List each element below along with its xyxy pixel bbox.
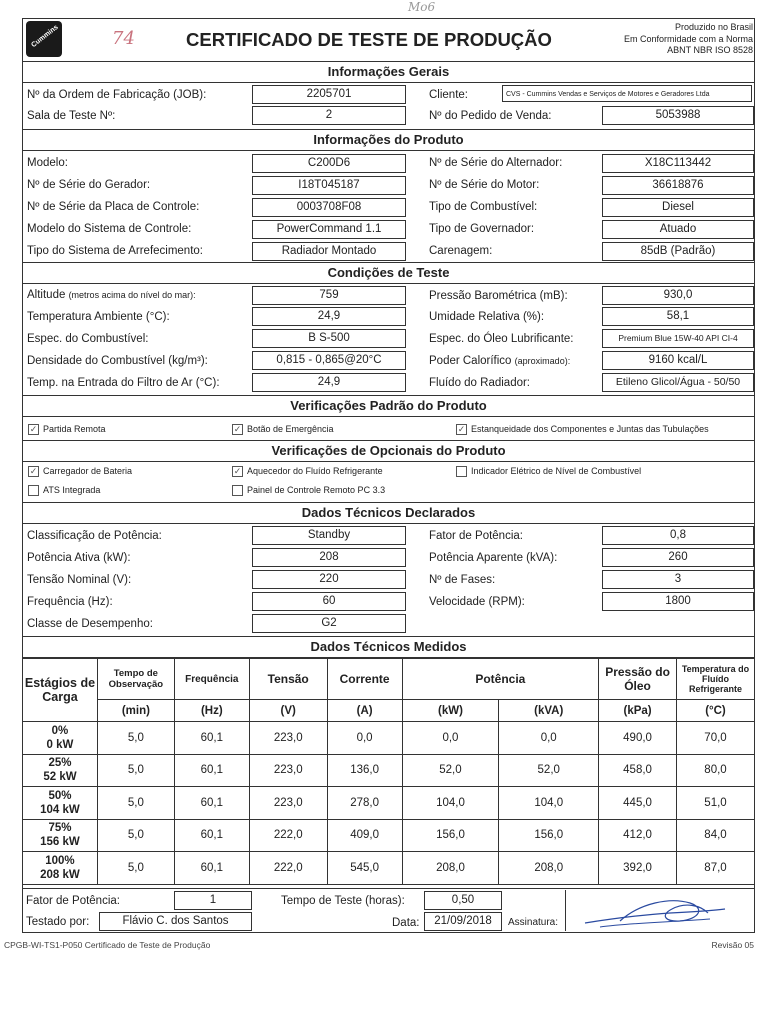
produced-text: Produzido no Brasil bbox=[674, 22, 753, 32]
rating-field: Standby bbox=[252, 526, 406, 545]
load-stage-cell bbox=[23, 819, 98, 852]
cell-kw: 208,0 bbox=[402, 852, 499, 885]
stage-percent: 50% bbox=[48, 789, 72, 802]
cell-time: 5,0 bbox=[97, 754, 174, 787]
check-tightness: ✓ Estanqueidade dos Componentes e Juntas das Tubulações bbox=[457, 423, 709, 434]
cell-volt: 223,0 bbox=[249, 754, 327, 787]
table-row bbox=[23, 754, 755, 787]
document-code: CPGB-WI-TS1-P050 Certificado de Teste de Produção bbox=[4, 940, 211, 950]
fuel-spec-label: Espec. do Combustível: bbox=[27, 333, 149, 345]
page-title: CERTIFICADO DE TESTE DE PRODUÇÃO bbox=[186, 29, 552, 50]
stage-kw: 104 kW bbox=[40, 803, 80, 816]
client-field: CVS - Cummins Vendas e Serviços de Motores e Geradores Ltda bbox=[502, 85, 752, 102]
section-conditions: Condições de Teste bbox=[22, 262, 755, 284]
cell-temp: 80,0 bbox=[677, 754, 755, 787]
declared-pf-label: Fator de Potência: bbox=[429, 530, 523, 542]
order-field: 5053988 bbox=[602, 106, 754, 125]
humidity-field: 58,1 bbox=[602, 307, 754, 326]
unit-hz: (Hz) bbox=[174, 700, 249, 722]
active-power-label: Potência Ativa (kW): bbox=[27, 552, 131, 564]
checkbox-icon: ✓ bbox=[457, 423, 466, 434]
unit-kw: (kW) bbox=[402, 700, 499, 722]
check-remote-start: ✓ Partida Remota bbox=[29, 423, 106, 434]
cell-time: 5,0 bbox=[97, 819, 174, 852]
section-standard-checks: Verificações Padrão do Produto bbox=[22, 395, 755, 417]
product-label: Nº de Série do Gerador: bbox=[27, 179, 151, 191]
cell-kw: 52,0 bbox=[402, 754, 499, 787]
cell-curr: 278,0 bbox=[327, 787, 402, 820]
load-stage-cell bbox=[23, 787, 98, 820]
stage-percent: 0% bbox=[51, 724, 69, 737]
cell-kva: 156,0 bbox=[499, 819, 599, 852]
handwritten-top: Mo6 bbox=[408, 0, 436, 14]
rating-label: Classificação de Potência: bbox=[27, 530, 162, 542]
logo-text: Cummins bbox=[30, 23, 60, 50]
test-time-field: 0,50 bbox=[424, 891, 502, 910]
checkbox-icon: ✓ bbox=[233, 465, 242, 476]
product-field: Diesel bbox=[602, 198, 754, 217]
checkbox-icon: ✓ bbox=[29, 423, 38, 434]
header-current: Corrente bbox=[327, 659, 402, 700]
cell-curr: 409,0 bbox=[327, 819, 402, 852]
unit-a: (A) bbox=[327, 700, 402, 722]
section-measured: Dados Técnicos Medidos bbox=[22, 636, 755, 658]
table-row bbox=[23, 722, 755, 755]
checkbox-icon: ✓ bbox=[233, 423, 242, 434]
cell-curr: 0,0 bbox=[327, 722, 402, 755]
filter-temp-label: Temp. na Entrada do Filtro de Ar (°C): bbox=[27, 377, 220, 389]
apparent-power-label: Potência Aparente (kVA): bbox=[429, 552, 558, 564]
check-fuel-level: Indicador Elétrico de Nível de Combustível bbox=[456, 465, 641, 477]
cell-kva: 52,0 bbox=[499, 754, 599, 787]
product-field: X18C113442 bbox=[602, 154, 754, 173]
product-field: C200D6 bbox=[252, 154, 406, 173]
section-optional-checks: Verificações de Opcionais do Produto bbox=[22, 440, 755, 462]
declared-pf-field: 0,8 bbox=[602, 526, 754, 545]
load-stage-cell bbox=[23, 754, 98, 787]
cell-oil: 490,0 bbox=[599, 722, 677, 755]
nominal-voltage-field: 220 bbox=[252, 570, 406, 589]
check-remote-panel: Painel de Controle Remoto PC 3.3 bbox=[232, 484, 385, 496]
filter-temp-field: 24,9 bbox=[252, 373, 406, 392]
measured-table bbox=[22, 658, 755, 885]
table-row bbox=[23, 819, 755, 852]
unit-kva: (kVA) bbox=[499, 700, 599, 722]
cell-freq: 60,1 bbox=[174, 722, 249, 755]
cell-kw: 104,0 bbox=[402, 787, 499, 820]
table-row bbox=[23, 852, 755, 885]
test-time-label: Tempo de Teste (horas): bbox=[281, 895, 405, 907]
header-frequency: Frequência bbox=[174, 659, 249, 700]
section-declared: Dados Técnicos Declarados bbox=[22, 502, 755, 524]
frequency-field: 60 bbox=[252, 592, 406, 611]
product-label: Carenagem: bbox=[429, 245, 493, 257]
checkbox-icon: ✓ bbox=[29, 465, 38, 476]
frequency-label: Frequência (Hz): bbox=[27, 596, 113, 608]
stage-percent: 75% bbox=[48, 822, 72, 835]
cell-freq: 60,1 bbox=[174, 754, 249, 787]
tested-by-field: Flávio C. dos Santos bbox=[99, 912, 252, 931]
phases-label: Nº de Fases: bbox=[429, 574, 496, 586]
norm-text: ABNT NBR ISO 8528 bbox=[667, 45, 753, 55]
nominal-voltage-label: Tensão Nominal (V): bbox=[27, 574, 132, 586]
section-product: Informações do Produto bbox=[22, 129, 755, 151]
product-label: Nº de Série da Placa de Controle: bbox=[27, 201, 200, 213]
cell-curr: 136,0 bbox=[327, 754, 402, 787]
header-oil-pressure: Pressão do Óleo bbox=[599, 659, 677, 700]
checkbox-icon bbox=[28, 485, 39, 496]
product-field: Atuado bbox=[602, 220, 754, 239]
cell-oil: 445,0 bbox=[599, 787, 677, 820]
cell-freq: 60,1 bbox=[174, 852, 249, 885]
cell-temp: 87,0 bbox=[677, 852, 755, 885]
header-power: Potência bbox=[402, 659, 599, 700]
cell-volt: 222,0 bbox=[249, 852, 327, 885]
footer-pf-field: 1 bbox=[174, 891, 252, 910]
product-field: 36618876 bbox=[602, 176, 754, 195]
table-row bbox=[23, 787, 755, 820]
stage-kw: 208 kW bbox=[40, 868, 80, 881]
job-field: 2205701 bbox=[252, 85, 406, 104]
cell-kva: 0,0 bbox=[499, 722, 599, 755]
unit-kpa: (kPa) bbox=[599, 700, 677, 722]
stage-kw: 0 kW bbox=[46, 738, 74, 751]
performance-class-label: Classe de Desempenho: bbox=[27, 618, 153, 630]
section-general: Informações Gerais bbox=[22, 61, 755, 83]
altitude-label: Altitude (metros acima do nível do mar): bbox=[27, 289, 196, 301]
cell-kva: 208,0 bbox=[499, 852, 599, 885]
cell-kva: 104,0 bbox=[499, 787, 599, 820]
product-field: PowerCommand 1.1 bbox=[252, 220, 406, 239]
stage-kw: 156 kW bbox=[40, 836, 80, 849]
product-label: Tipo de Governador: bbox=[429, 223, 535, 235]
cell-volt: 223,0 bbox=[249, 722, 327, 755]
cell-freq: 60,1 bbox=[174, 819, 249, 852]
product-label: Tipo de Combustível: bbox=[429, 201, 538, 213]
footer-pf-label: Fator de Potência: bbox=[26, 895, 120, 907]
speed-label: Velocidade (RPM): bbox=[429, 596, 525, 608]
unit-c: (°C) bbox=[677, 700, 755, 722]
stage-kw: 52 kW bbox=[43, 771, 77, 784]
measured-rows bbox=[23, 722, 755, 885]
ambient-temp-label: Temperatura Ambiente (°C): bbox=[27, 311, 170, 323]
check-emergency-button: ✓ Botão de Emergência bbox=[233, 423, 334, 434]
signature-label: Assinatura: bbox=[508, 917, 559, 928]
baro-label: Pressão Barométrica (mB): bbox=[429, 290, 568, 302]
cummins-logo bbox=[26, 21, 62, 57]
cell-time: 5,0 bbox=[97, 722, 174, 755]
date-field: 21/09/2018 bbox=[424, 912, 502, 931]
apparent-power-field: 260 bbox=[602, 548, 754, 567]
cell-time: 5,0 bbox=[97, 852, 174, 885]
cell-oil: 392,0 bbox=[599, 852, 677, 885]
tested-by-label: Testado por: bbox=[26, 916, 90, 928]
header-voltage: Tensão bbox=[249, 659, 327, 700]
checkbox-icon bbox=[232, 485, 243, 496]
check-ats: ATS Integrada bbox=[28, 484, 100, 496]
stage-percent: 100% bbox=[45, 854, 75, 867]
revision: Revisão 05 bbox=[711, 940, 754, 950]
density-label: Densidade do Combustível (kg/m³): bbox=[27, 355, 208, 367]
product-label: Tipo do Sistema de Arrefecimento: bbox=[27, 245, 203, 257]
altitude-field: 759 bbox=[252, 286, 406, 305]
product-label: Modelo: bbox=[27, 157, 68, 169]
cell-oil: 412,0 bbox=[599, 819, 677, 852]
check-battery-charger: ✓ Carregador de Bateria bbox=[29, 465, 133, 476]
baro-field: 930,0 bbox=[602, 286, 754, 305]
handwritten-mark: 74 bbox=[112, 28, 135, 49]
fuel-spec-field: B S-500 bbox=[252, 329, 406, 348]
date-label: Data: bbox=[392, 917, 420, 929]
product-label: Modelo do Sistema de Controle: bbox=[27, 223, 192, 235]
room-field: 2 bbox=[252, 106, 406, 125]
checkbox-icon bbox=[456, 466, 467, 477]
product-label: Nº de Série do Alternador: bbox=[429, 157, 563, 169]
conformity-text: Em Conformidade com a Norma bbox=[623, 34, 753, 44]
cell-oil: 458,0 bbox=[599, 754, 677, 787]
cell-time: 5,0 bbox=[97, 787, 174, 820]
room-label: Sala de Teste Nº: bbox=[27, 110, 116, 122]
speed-field: 1800 bbox=[602, 592, 754, 611]
job-label: Nº da Ordem de Fabricação (JOB): bbox=[27, 89, 207, 101]
cell-volt: 222,0 bbox=[249, 819, 327, 852]
phases-field: 3 bbox=[602, 570, 754, 589]
coolant-field: Etileno Glicol/Água - 50/50 bbox=[602, 373, 754, 392]
footer-divider bbox=[22, 888, 755, 889]
check-coolant-heater: ✓ Aquecedor do Fluído Refrigerante bbox=[233, 465, 383, 476]
product-field: Radiador Montado bbox=[252, 242, 406, 261]
client-label: Cliente: bbox=[429, 89, 468, 101]
load-stage-cell bbox=[23, 722, 98, 755]
unit-min: (min) bbox=[97, 700, 174, 722]
density-field: 0,815 - 0,865@20°C bbox=[252, 351, 406, 370]
order-label: Nº do Pedido de Venda: bbox=[429, 110, 552, 122]
cell-temp: 70,0 bbox=[677, 722, 755, 755]
humidity-label: Umidade Relativa (%): bbox=[429, 311, 545, 323]
calorific-field: 9160 kcal/L bbox=[602, 351, 754, 370]
cell-temp: 84,0 bbox=[677, 819, 755, 852]
cell-kw: 0,0 bbox=[402, 722, 499, 755]
product-label: Nº de Série do Motor: bbox=[429, 179, 540, 191]
header-time: Tempo de Observação bbox=[97, 659, 174, 700]
calorific-label: Poder Calorífico (aproximado): bbox=[429, 355, 571, 367]
cell-kw: 156,0 bbox=[402, 819, 499, 852]
active-power-field: 208 bbox=[252, 548, 406, 567]
performance-class-field: G2 bbox=[252, 614, 406, 633]
product-field: 85dB (Padrão) bbox=[602, 242, 754, 261]
cell-temp: 51,0 bbox=[677, 787, 755, 820]
header-coolant-temp: Temperatura do Fluído Refrigerante bbox=[677, 659, 755, 700]
cell-volt: 223,0 bbox=[249, 787, 327, 820]
header-stages: Estágios de Carga bbox=[23, 659, 98, 722]
cell-freq: 60,1 bbox=[174, 787, 249, 820]
product-field: 0003708F08 bbox=[252, 198, 406, 217]
oil-spec-label: Espec. do Óleo Lubrificante: bbox=[429, 333, 574, 345]
stage-percent: 25% bbox=[48, 757, 72, 770]
signature-icon bbox=[580, 893, 730, 931]
coolant-label: Fluído do Radiador: bbox=[429, 377, 531, 389]
load-stage-cell bbox=[23, 852, 98, 885]
cell-curr: 545,0 bbox=[327, 852, 402, 885]
unit-v: (V) bbox=[249, 700, 327, 722]
oil-spec-field: Premium Blue 15W-40 API CI-4 bbox=[602, 329, 754, 348]
ambient-temp-field: 24,9 bbox=[252, 307, 406, 326]
product-field: I18T045187 bbox=[252, 176, 406, 195]
